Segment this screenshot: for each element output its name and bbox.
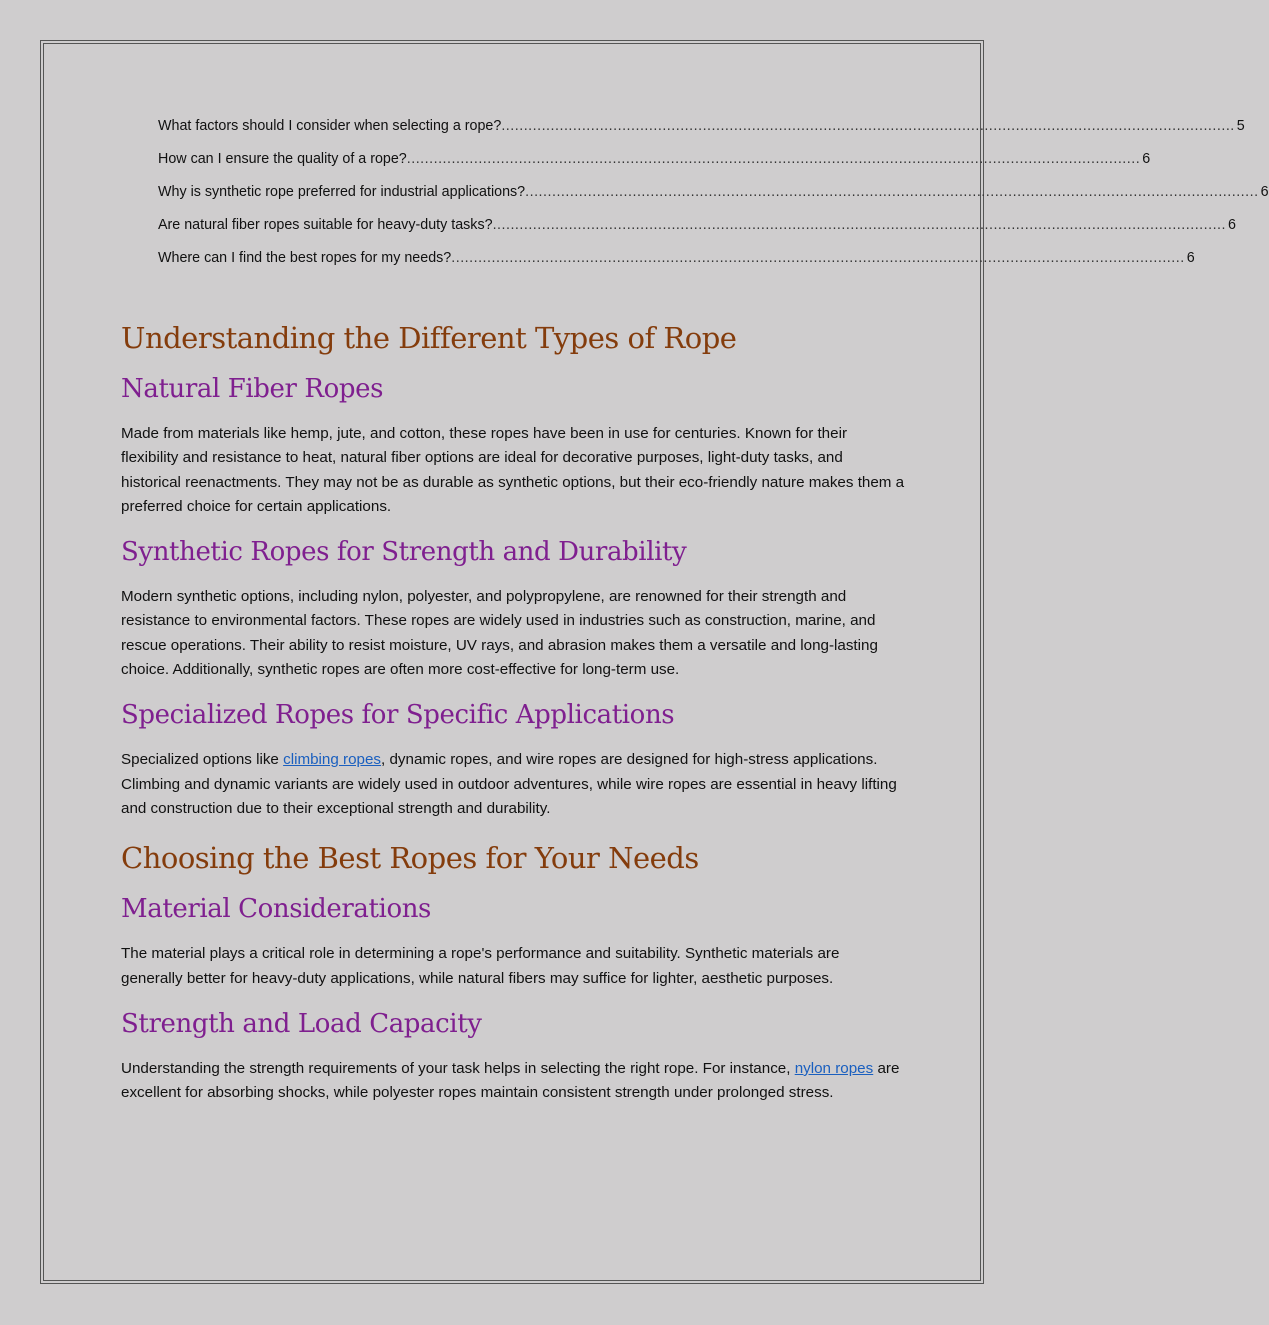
climbing-ropes-link[interactable]: climbing ropes [283, 751, 382, 769]
toc-entry-title: What factors should I consider when selecting a rope? [158, 118, 502, 134]
toc-leader-dots: .................................................................................................................................................................... [525, 184, 1259, 200]
toc-leader-dots: .................................................................................................................................................................... [501, 118, 1235, 134]
paragraph-text: are excellent for absorbing shocks, while polyester ropes maintain consistent strength under prolonged stress. [121, 1059, 900, 1102]
toc-leader-dots: .................................................................................................................................................................... [406, 151, 1141, 167]
paragraph-text: Understanding the strength requirements of your task helps in selecting the right rope. For instance, [121, 1059, 795, 1077]
toc-entry-page: 6 [1142, 151, 1151, 167]
toc-entry[interactable] [158, 184, 1269, 217]
document-content [121, 118, 1269, 1105]
section-heading-choosing: Choosing the Best Ropes for Your Needs [121, 841, 699, 876]
paragraph-synthetic: Modern synthetic options, including nylon, polyester, and polypropylene, are renowned for their strength and resistance to environmental factors. These ropes are widely used in industries such as construction, marine, and rescue operations. Their ability to resist moisture, UV rays, and abrasion makes them a versatile and long-lasting choice. Additionally, synthetic ropes are often more cost-effective for long-term use. [121, 588, 878, 679]
toc-leader-dots: .................................................................................................................................................................... [451, 250, 1185, 266]
toc-entry-page: 5 [1236, 118, 1245, 134]
toc-entry-title: Are natural fiber ropes suitable for heavy-duty tasks? [158, 217, 493, 233]
toc-entry[interactable] [158, 118, 1245, 151]
nylon-ropes-link[interactable]: nylon ropes [794, 1059, 874, 1077]
subheading-synthetic: Synthetic Ropes for Strength and Durability [121, 537, 687, 568]
paragraph-text: Specialized options like [121, 751, 284, 769]
toc-entry-title: Where can I find the best ropes for my needs? [158, 250, 452, 266]
subheading-strength: Strength and Load Capacity [121, 1008, 482, 1039]
table-of-contents [158, 118, 1269, 283]
paragraph-natural-fiber: Made from materials like hemp, jute, and cotton, these ropes have been in use for centuries. Known for their flexibility and resistance to heat, natural fiber options are ideal for decorative purposes, light-duty tasks, and historical reenactments. They may not be as durable as synthetic options, but their eco-friendly nature makes them a preferred choice for certain applications. [121, 425, 905, 515]
toc-entry-title: How can I ensure the quality of a rope? [158, 151, 407, 167]
toc-entry-page: 6 [1260, 184, 1269, 200]
toc-entry-page: 6 [1228, 217, 1236, 233]
subheading-material: Material Considerations [121, 894, 431, 925]
paragraph-text: , dynamic ropes, and wire ropes are designed for high-stress applications. Climbing and dynamic variants are widely used in outdoor adventures, while wire ropes are essential in heavy lifting and construction due to their exceptional strength and durability. [121, 751, 897, 817]
subheading-natural-fiber: Natural Fiber Ropes [121, 374, 384, 404]
section-heading-understanding: Understanding the Different Types of Rope [121, 321, 737, 355]
toc-entry[interactable] [158, 217, 1236, 250]
toc-entry-page: 6 [1186, 250, 1195, 266]
toc-entry[interactable] [158, 250, 1195, 283]
toc-entry-title: Why is synthetic rope preferred for industrial applications? [158, 184, 526, 200]
toc-entry[interactable] [158, 151, 1151, 184]
subheading-specialized: Specialized Ropes for Specific Applications [121, 700, 675, 731]
paragraph-specialized [121, 748, 905, 821]
paragraph-strength [121, 1057, 905, 1106]
paragraph-material: The material plays a critical role in determining a rope's performance and suitability. Synthetic materials are generally better for heavy-duty applications, while natural fibers may suffice for lighter, aesthetic purposes. [121, 945, 840, 987]
toc-leader-dots: .................................................................................................................................................................... [492, 217, 1226, 233]
